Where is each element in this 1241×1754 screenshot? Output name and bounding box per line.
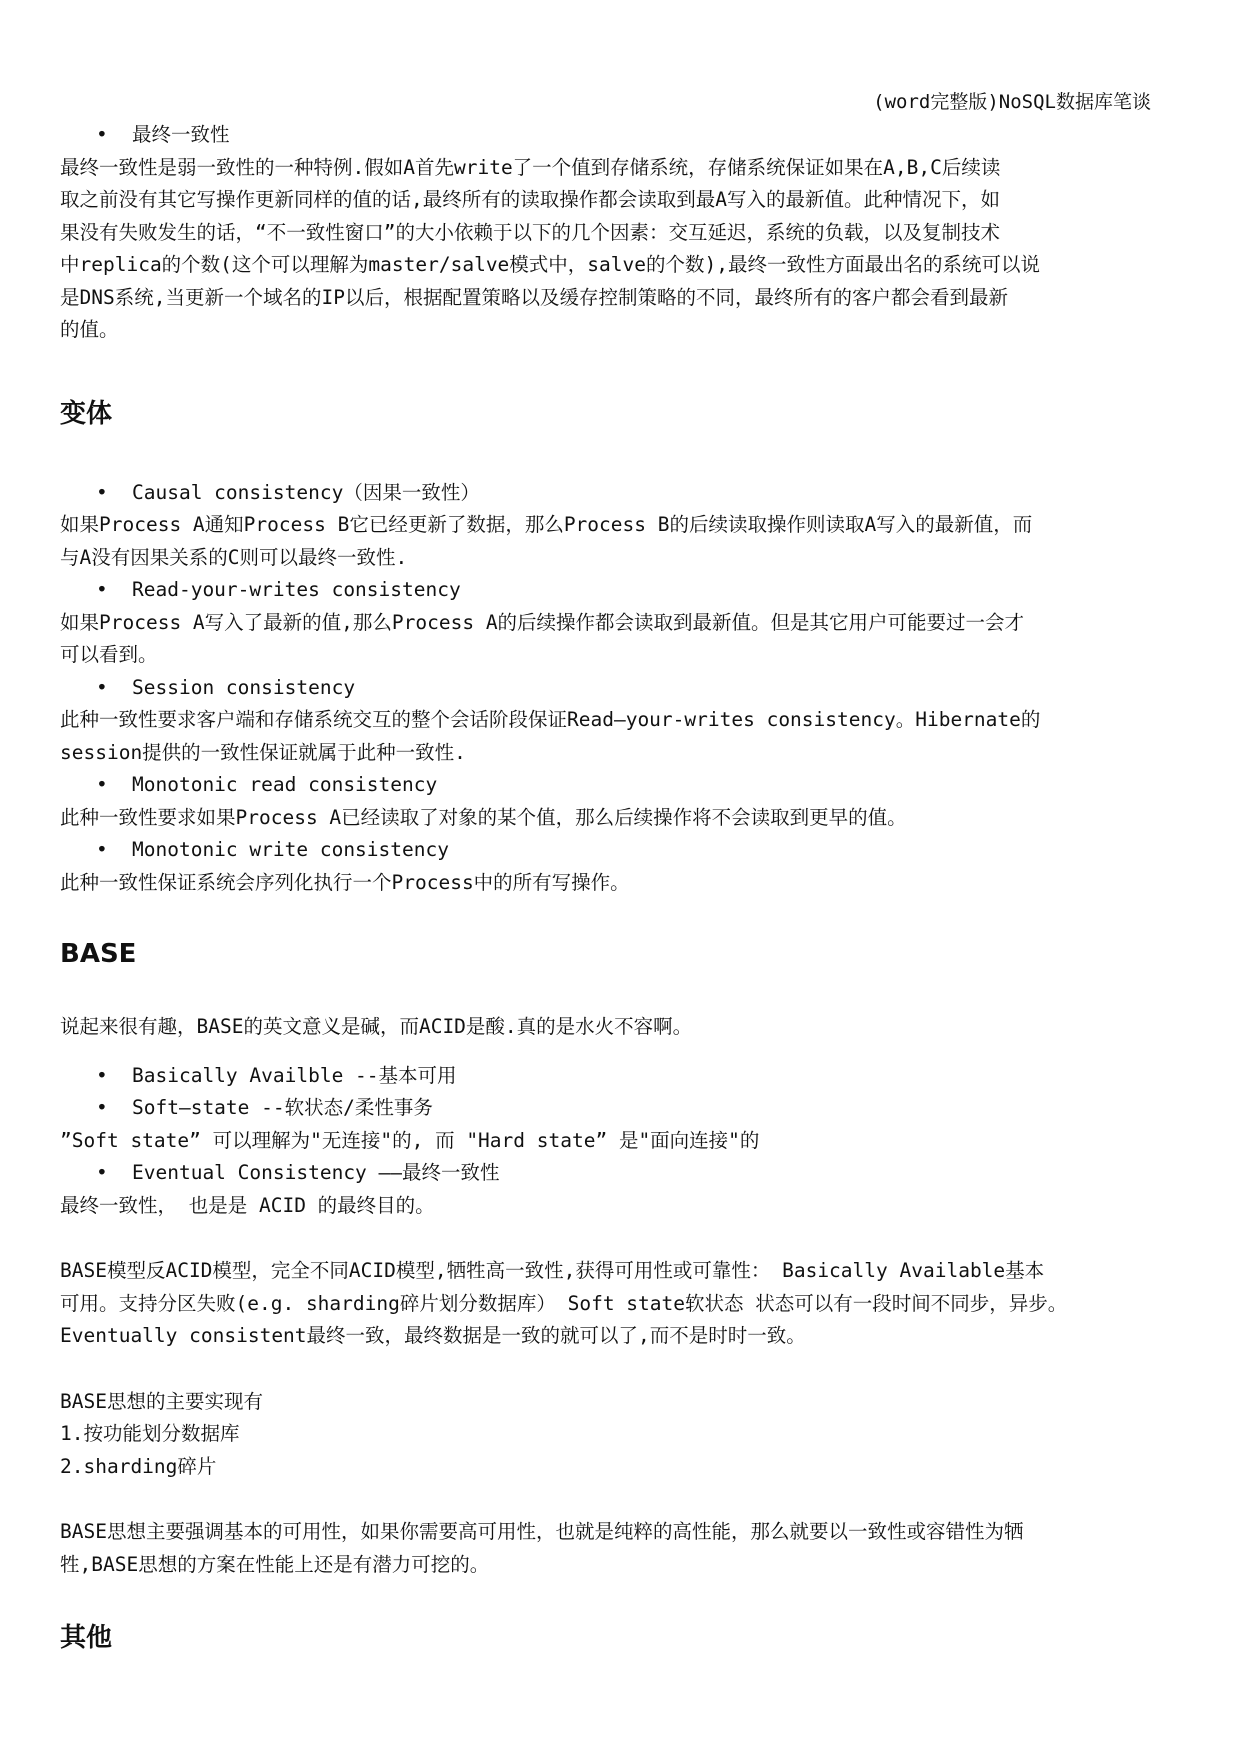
bullet-label: Read-your-writes consistency	[132, 578, 461, 601]
text-line: 可用。支持分区失败(e.g. sharding碎片划分数据库） Soft state软状态 状态可以有一段时间不同步，异步。	[60, 1291, 1068, 1315]
heading-variants: 变体	[60, 398, 113, 429]
list-item: 2.sharding碎片	[60, 1454, 217, 1478]
bullet-read-your-writes	[60, 574, 1186, 607]
bullet-session-consistency	[60, 672, 1186, 705]
text-line: 此种一致性要求如果Process A已经读取了对象的某个值，那么后续操作将不会读取到更早的值。	[60, 805, 907, 829]
heading-base: BASE	[60, 939, 137, 969]
text-line: 此种一致性保证系统会序列化执行一个Process中的所有写操作。	[60, 870, 630, 894]
bullet-eventual-consistency-base	[60, 1157, 1186, 1190]
list-item: 1.按功能划分数据库	[60, 1422, 240, 1445]
bullet-dot: •	[96, 1063, 108, 1087]
text-line: 中replica的个数(这个可以理解为master/salve模式中，salve的个数),最终一致性方面最出名的系统可以说	[60, 253, 1040, 276]
text-line: 如果Process A通知Process B它已经更新了数据，那么Process B的后续读取操作则读取A写入的最新值，而	[60, 513, 1033, 536]
bullet-label: 最终一致性	[132, 123, 230, 146]
document-body	[60, 119, 1186, 1655]
text-line: 与A没有因果关系的C则可以最终一致性.	[60, 545, 408, 569]
text-line: 如果Process A写入了最新的值,那么Process A的后续操作都会读取到最新值。但是其它用户可能要过一会才	[60, 610, 1025, 634]
bullet-label: Basically Availble --基本可用	[132, 1063, 457, 1087]
text-line: Eventually consistent最终一致，最终数据是一致的就可以了,而不是时时一致。	[60, 1324, 806, 1347]
text-line: BASE思想主要强调基本的可用性，如果你需要高可用性，也就是纯粹的高性能，那么就要以一致性或容错性为牺	[60, 1520, 1024, 1543]
text-line: session提供的一致性保证就属于此种一致性.	[60, 740, 466, 764]
base-model-paragraph	[60, 1255, 1186, 1353]
text-line: 最终一致性是弱一致性的一种特例.假如A首先write了一个值到存储系统，存储系统保证如果在A,B,C后续读	[60, 155, 1001, 179]
text-line: BASE模型反ACID模型，完全不同ACID模型,牺牲高一致性,获得可用性或可靠性： Basically Available基本	[60, 1259, 1045, 1282]
bullet-label: Causal consistency（因果一致性）	[132, 480, 480, 504]
bullet-dot: •	[96, 838, 108, 861]
base-intro-paragraph: 说起来很有趣，BASE的英文意义是碱，而ACID是酸.真的是水火不容啊。	[60, 1015, 693, 1038]
text-line: 果没有失败发生的话，“不一致性窗口”的大小依赖于以下的几个因素：交互延迟，系统的负载，以及复制技术	[60, 220, 1000, 244]
bullet-label: Session consistency	[132, 675, 356, 699]
bullet-dot: •	[96, 480, 108, 504]
read-your-writes-paragraph	[60, 607, 1186, 672]
bullet-label: Monotonic read consistency	[132, 773, 438, 796]
monotonic-read-paragraph	[60, 802, 1186, 835]
text-line: 的值。	[60, 318, 119, 341]
bullet-monotonic-write	[60, 834, 1186, 867]
bullet-label: Soft—state --软状态/柔性事务	[132, 1096, 433, 1119]
bullet-dot: •	[96, 578, 108, 601]
base-implementation-list	[60, 1386, 1186, 1484]
monotonic-write-paragraph	[60, 867, 1186, 900]
bullet-basically-available	[60, 1060, 1186, 1093]
bullet-dot: •	[96, 675, 108, 699]
list-title: BASE思想的主要实现有	[60, 1389, 263, 1413]
bullet-dot: •	[96, 123, 108, 146]
bullet-dot: •	[96, 1161, 108, 1184]
bullet-label: Eventual Consistency ——最终一致性	[132, 1161, 500, 1184]
bullet-eventual-consistency	[60, 119, 1186, 152]
bullet-monotonic-read	[60, 769, 1186, 802]
eventual-consistency-paragraph	[60, 152, 1186, 347]
bullet-dot: •	[96, 1096, 108, 1119]
heading-other: 其他	[60, 1623, 113, 1653]
text-line: 取之前没有其它写操作更新同样的值的话,最终所有的读取操作都会读取到最A写入的最新值。此种情况下，如	[60, 188, 1000, 211]
soft-state-note: ”Soft state” 可以理解为"无连接"的, 而 "Hard state” 是"面向连接"的	[60, 1128, 760, 1152]
base-summary-paragraph	[60, 1516, 1186, 1581]
bullet-causal-consistency	[60, 477, 1186, 510]
text-line: 此种一致性要求客户端和存储系统交互的整个会话阶段保证Read—your-writes consistency。Hibernate的	[60, 708, 1041, 731]
bullet-dot: •	[96, 773, 108, 796]
eventual-consistency-note: 最终一致性， 也是是 ACID 的最终目的。	[60, 1193, 435, 1217]
text-line: 是DNS系统,当更新一个域名的IP以后，根据配置策略以及缓存控制策略的不同，最终所有的客户都会看到最新	[60, 285, 1008, 309]
bullet-label: Monotonic write consistency	[132, 838, 449, 861]
causal-consistency-paragraph	[60, 509, 1186, 574]
bullet-soft-state	[60, 1092, 1186, 1125]
page-header-title: (word完整版)NoSQL数据库笔谈	[873, 91, 1151, 113]
session-consistency-paragraph	[60, 704, 1186, 769]
text-line: 可以看到。	[60, 643, 158, 666]
text-line: 牲,BASE思想的方案在性能上还是有潜力可挖的。	[60, 1552, 490, 1576]
